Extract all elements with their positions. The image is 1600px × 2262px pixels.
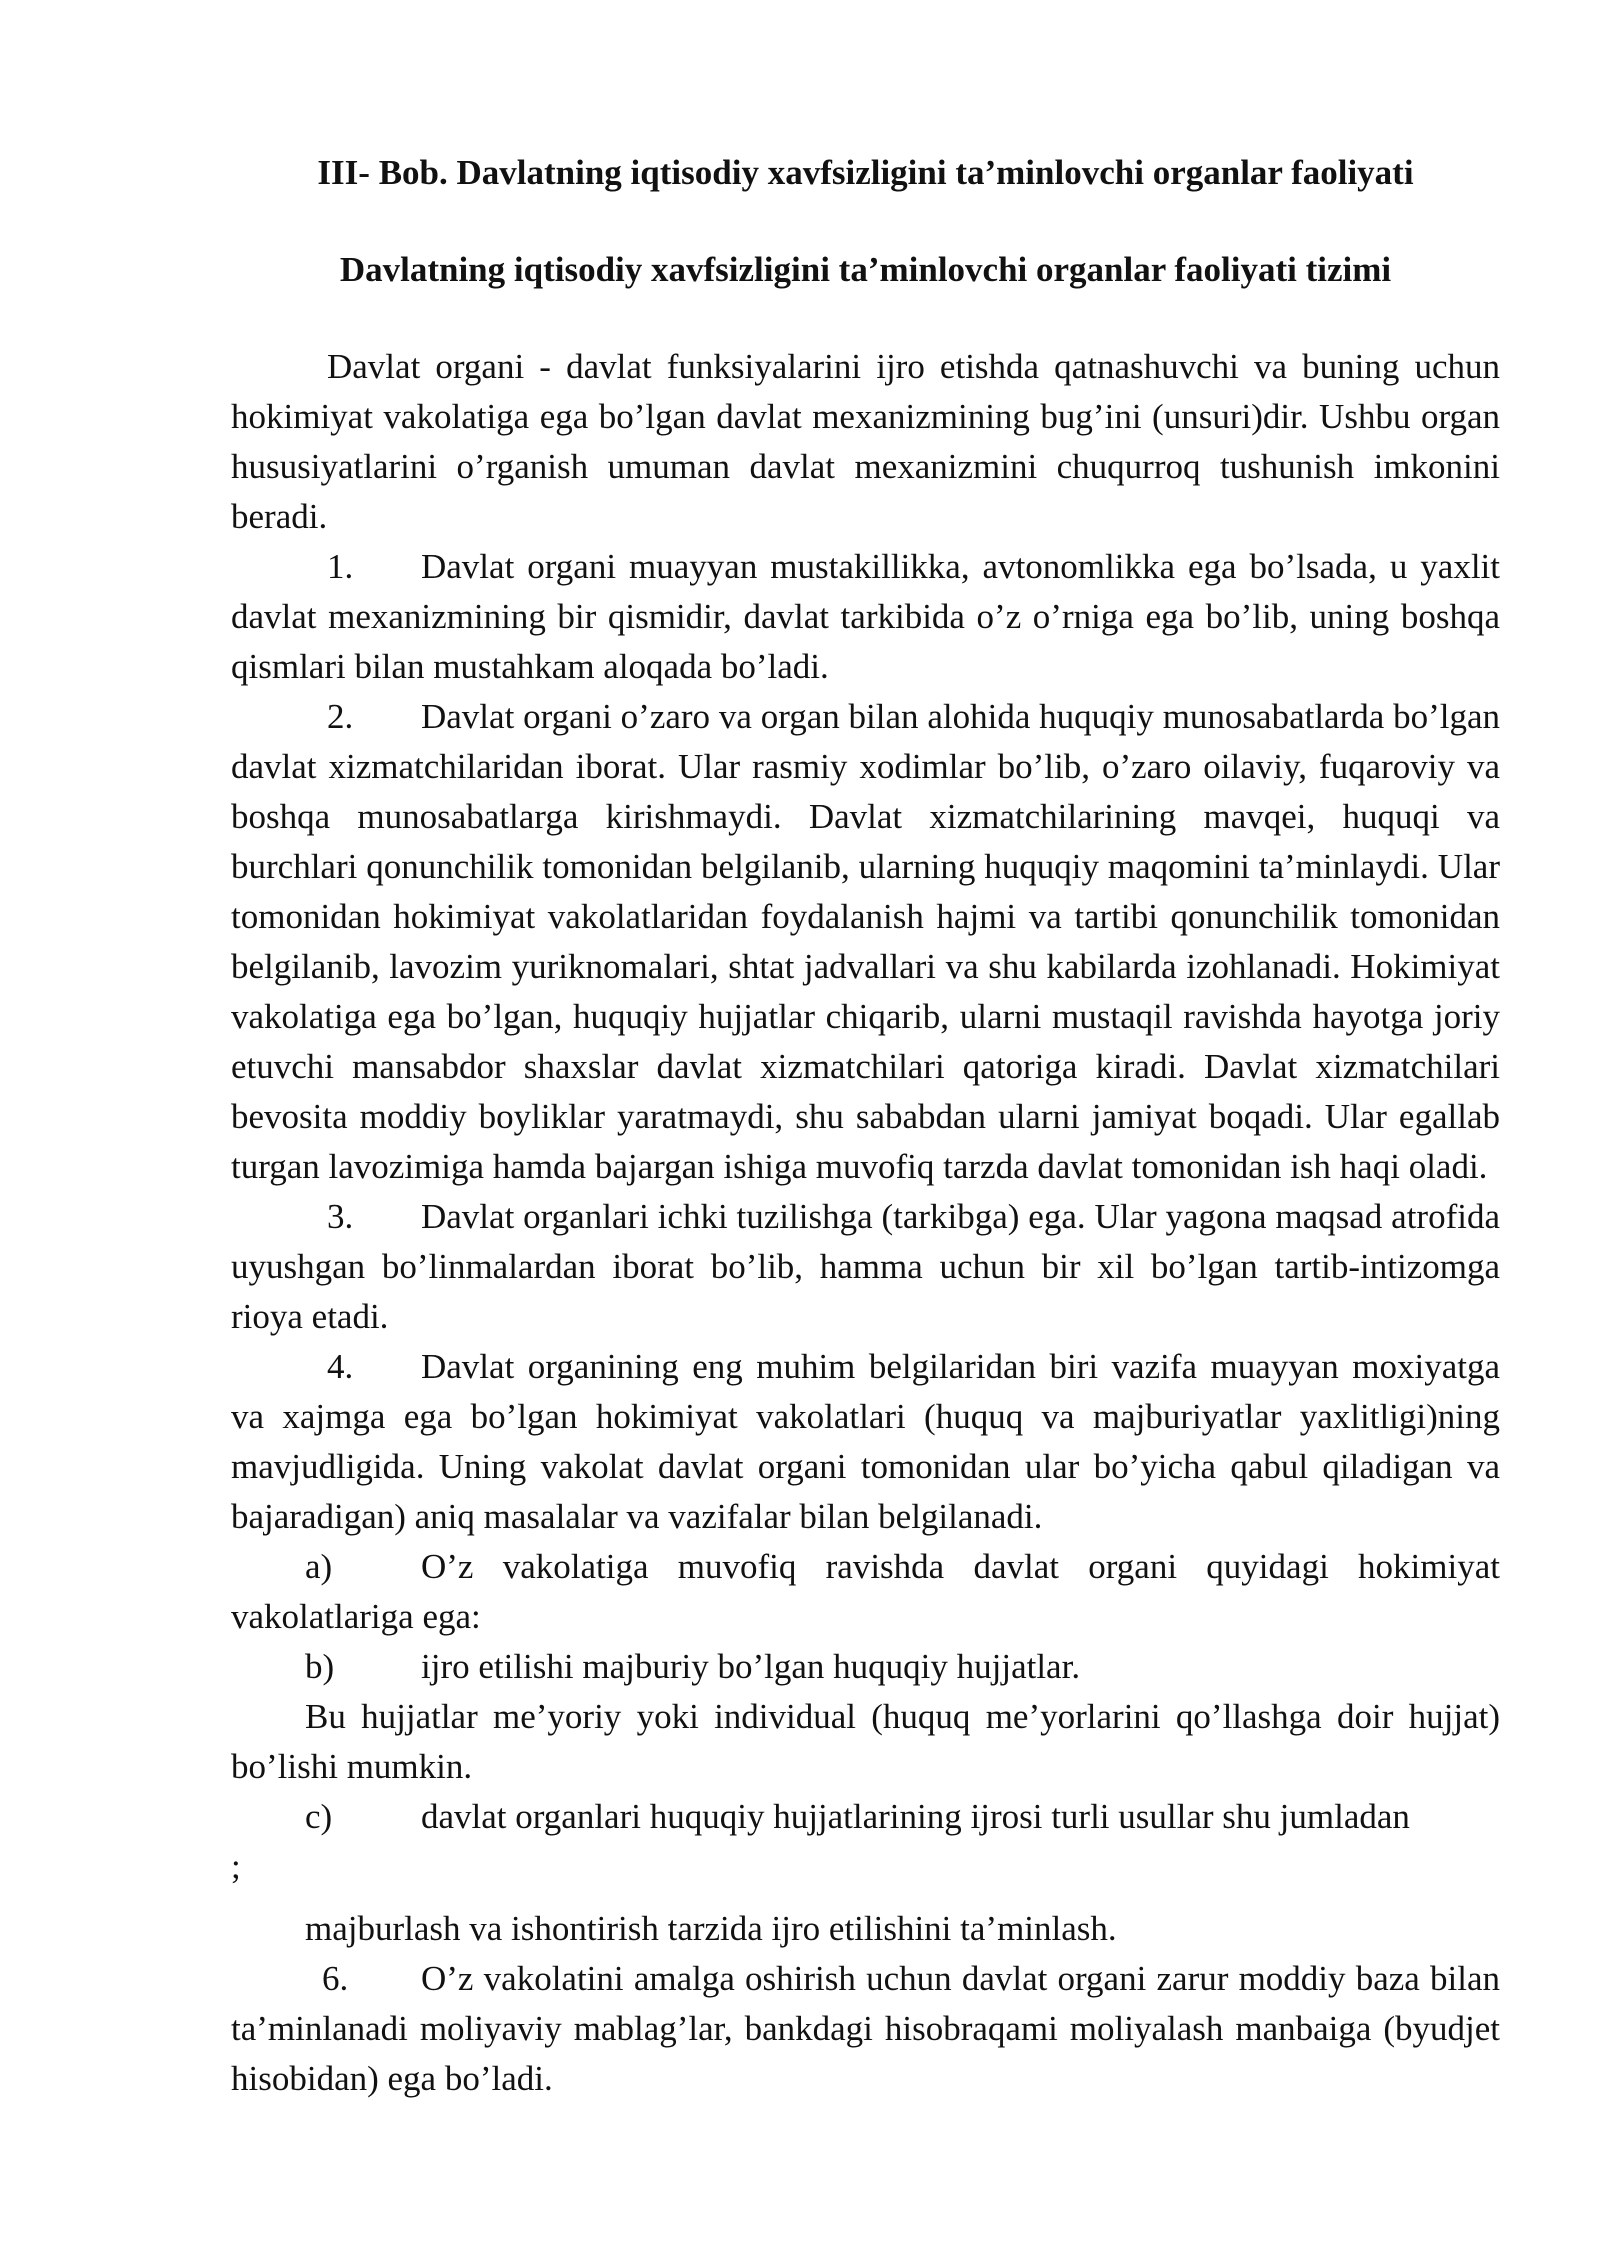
section-title: Davlatning iqtisodiy xavfsizligini ta’minlovchi organlar faoliyati tizimi — [339, 250, 1392, 289]
list-item-number: 1. — [327, 547, 354, 586]
list-item-text: Davlat organi muayyan mustakillikka, avtonomlikka ega bo’lsada, u yaxlit davlat mexanizmining bir qismidir, davlat tarkibida o’z o’rniga ega bo’lib, uning boshqa qismlari bilan mustahkam aloqada bo’ladi. — [231, 547, 1500, 686]
sub-item-b — [231, 1642, 1500, 1692]
sub-item-label: a) — [305, 1547, 333, 1586]
sub-item-c-semicolon: ; — [231, 1847, 241, 1886]
list-item-2 — [231, 692, 1500, 1192]
list-item-3 — [231, 1192, 1500, 1342]
sub-item-b-note: Bu hujjatlar me’yoriy yoki individual (huquq me’yorlarini qo’llashga doir hujjat) bo’lishi mumkin. — [231, 1697, 1500, 1786]
list-item-text: O’z vakolatini amalga oshirish uchun davlat organi zarur moddiy baza bilan ta’minlanadi moliyaviy mablag’lar, bankdagi hisobraqami moliyalash manbaiga (byudjet hisobidan) ega bo’ladi. — [231, 1959, 1500, 2098]
sub-item-text: ijro etilishi majburiy bo’lgan huquqiy hujjatlar. — [421, 1647, 1081, 1686]
chapter-title: III- Bob. Davlatning iqtisodiy xavfsizligini ta’minlovchi organlar faoliyati — [317, 153, 1414, 192]
intro-paragraph: Davlat organi - davlat funksiyalarini ijro etishda qatnashuvchi va buning uchun hokimiyat vakolatiga ega bo’lgan davlat mexanizmining bug’ini (unsuri)dir. Ushbu organ hususiyatlarini o’rganish umuman davlat mexanizmini chuqurroq tushunish imkonini beradi. — [231, 347, 1500, 536]
list-item-number: 6. — [322, 1959, 349, 1998]
sub-item-a — [231, 1542, 1500, 1642]
sub-item-label: b) — [305, 1647, 335, 1686]
list-item-text: Davlat organining eng muhim belgilaridan biri vazifa muayyan moxiyatga va xajmga ega bo’lgan hokimiyat vakolatlari (huquq va majburiyatlar yaxlitligi)ning mavjudligida. Uning vakolat davlat organi tomonidan ular bo’yicha qabul qiladigan va bajaradigan) aniq masalalar va vazifalar bilan belgilanadi. — [231, 1347, 1500, 1536]
document-body — [231, 342, 1500, 2104]
sub-item-text: O’z vakolatiga muvofiq ravishda davlat organi quyidagi hokimiyat vakolatlariga ega: — [231, 1547, 1500, 1636]
list-item-6 — [231, 1954, 1500, 2104]
sub-item-c — [231, 1792, 1500, 1842]
list-item-number: 3. — [327, 1197, 354, 1236]
sub-item-text: davlat organlari huquqiy hujjatlarining ijrosi turli usullar shu jumladan — [421, 1797, 1410, 1836]
sub-item-c-continuation: majburlash va ishontirish tarzida ijro etilishini ta’minlash. — [305, 1909, 1117, 1948]
list-item-number: 2. — [327, 697, 354, 736]
list-item-text: Davlat organi o’zaro va organ bilan alohida huquqiy munosabatlarda bo’lgan davlat xizmatchilaridan iborat. Ular rasmiy xodimlar bo’lib, o’zaro oilaviy, fuqaroviy va boshqa munosabatlarga kirishmaydi. Davlat xizmatchilarining mavqei, huquqi va burchlari qonunchilik tomonidan belgilanib, ularning huquqiy maqomini ta’minlaydi. Ular tomonidan hokimiyat vakolatlaridan foydalanish hajmi va tartibi qonunchilik tomonidan belgilanib, lavozim yuriknomalari, shtat jadvallari va shu kabilarda izohlanadi. Hokimiyat vakolatiga ega bo’lgan, huquqiy hujjatlar chiqarib, ularni mustaqil ravishda hayotga joriy etuvchi mansabdor shaxslar davlat xizmatchilari qatoriga kiradi. Davlat xizmatchilari bevosita moddiy boyliklar yaratmaydi, shu sababdan ularni jamiyat boqadi. Ular egallab turgan lavozimiga hamda bajargan ishiga muvofiq tarzda davlat tomonidan ish haqi oladi. — [231, 697, 1500, 1186]
list-item-1 — [231, 542, 1500, 692]
list-item-4 — [231, 1342, 1500, 1542]
list-item-number: 4. — [327, 1347, 354, 1386]
sub-item-label: c) — [305, 1797, 333, 1836]
list-item-text: Davlat organlari ichki tuzilishga (tarkibga) ega. Ular yagona maqsad atrofida uyushgan bo’linmalardan iborat bo’lib, hamma uchun bir xil bo’lgan tartib-intizomga rioya etadi. — [231, 1197, 1500, 1336]
